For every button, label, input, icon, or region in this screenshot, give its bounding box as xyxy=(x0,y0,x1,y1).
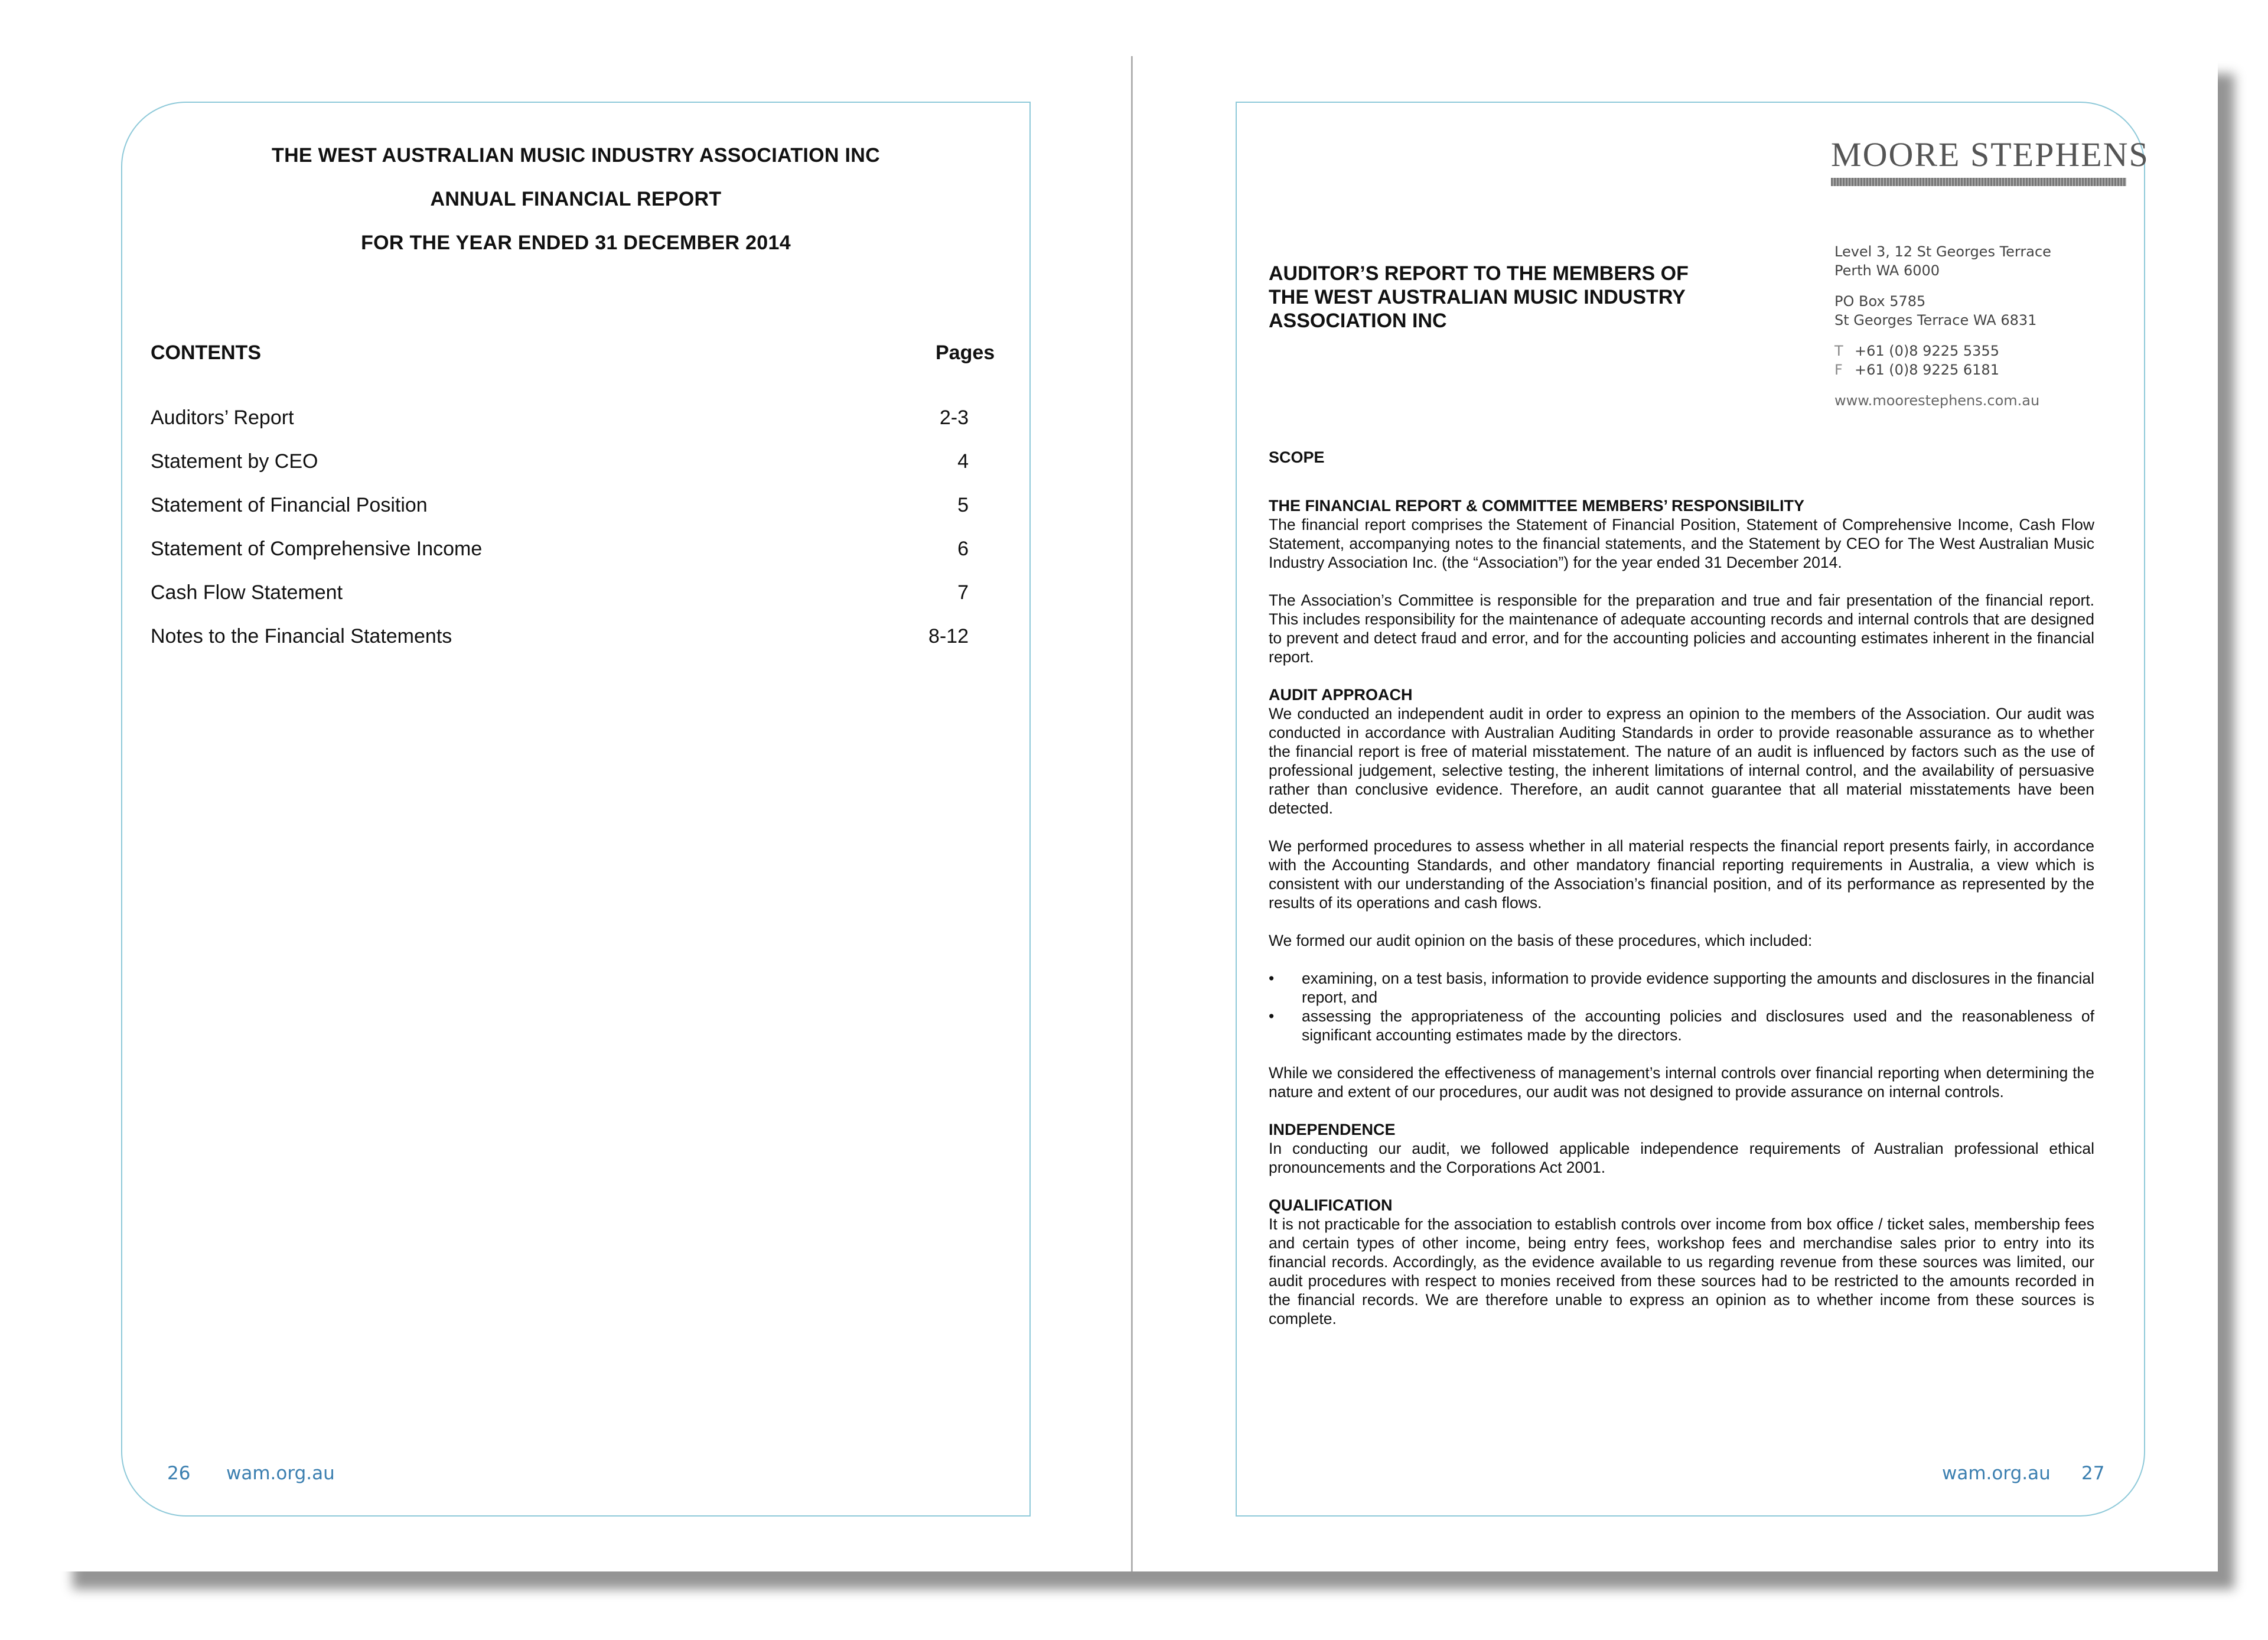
report-org-title: THE WEST AUSTRALIAN MUSIC INDUSTRY ASSOCIATION INC xyxy=(272,144,880,167)
toc-item-page: 2-3 xyxy=(939,406,969,429)
audit-paragraph: We formed our audit opinion on the basis of these procedures, which included: xyxy=(1269,932,1813,949)
report-period-title: FOR THE YEAR ENDED 31 DECEMBER 2014 xyxy=(361,232,791,254)
toc-item-label: Auditors’ Report xyxy=(151,406,294,429)
left-page-frame xyxy=(121,102,1031,1517)
contents-heading: CONTENTS xyxy=(151,341,261,364)
toc-item[interactable] xyxy=(151,494,969,538)
report-type-title: ANNUAL FINANCIAL REPORT xyxy=(430,188,722,210)
fax-line xyxy=(1834,360,2051,379)
auditor-report-body xyxy=(1269,448,2094,1328)
list-item: • examining, on a test basis, information to provide evidence supporting the amounts and disclosures in the financial report, and xyxy=(1269,969,2094,1007)
right-footer-site-link[interactable]: wam.org.au xyxy=(1942,1463,2051,1484)
address-line: Level 3, 12 St Georges Terrace xyxy=(1834,243,2051,260)
firm-website-link[interactable]: www.moorestephens.com.au xyxy=(1834,392,2040,409)
responsibility-paragraph: The financial report comprises the Statement of Financial Position, Statement of Comprehensive Income, Cash Flow Statement, accompanying notes to the financial statements, and the Statement by CEO for The West Australian Music Industry Association Inc. (the “Association”) for the year ended 31 December 2014. xyxy=(1269,516,2094,571)
telephone-line xyxy=(1834,341,2051,360)
audit-paragraph: While we considered the effectiveness of management’s internal controls over financial reporting when determining the nature and extent of our procedures, our audit was not designed to provide assurance on internal controls. xyxy=(1269,1064,2094,1101)
toc-item-label: Statement of Comprehensive Income xyxy=(151,538,483,560)
telephone-number: +61 (0)8 9225 5355 xyxy=(1855,343,1999,359)
fax-label: F xyxy=(1834,362,1843,378)
toc-item[interactable] xyxy=(151,625,969,669)
right-page-number: 27 xyxy=(2081,1463,2105,1484)
toc-item[interactable] xyxy=(151,538,969,581)
toc-item-label: Statement of Financial Position xyxy=(151,494,428,516)
responsibility-paragraph: The Association’s Committee is responsible for the preparation and true and fair presentation of the financial report. This includes responsibility for the maintenance of adequate accounting records and internal controls that are designed to prevent and detect fraud and error, and for the accounting policies and accounting estimates inherent in the financial report. xyxy=(1269,591,2094,666)
toc-item-page: 8-12 xyxy=(928,625,969,647)
page-gutter xyxy=(1131,56,1133,1571)
toc-item-label: Statement by CEO xyxy=(151,450,318,473)
title-line: AUDITOR’S REPORT TO THE MEMBERS OF xyxy=(1269,262,1689,285)
qualification-paragraph: It is not practicable for the association to establish controls over income from box office / ticket sales, membership fees and certain types of other income, being entry fees, workshop fees and merchandise sales prior to entry into its financial records. Accordingly, as the evidence available to us regarding revenue from these sources was limited, our audit procedures with respect to monies received from these sources had to be restricted to the amounts recorded in the financial records. We are therefore unable to express an opinion as to whether income from these sources is complete. xyxy=(1269,1215,2094,1327)
procedures-list xyxy=(1269,969,2094,1044)
title-line: ASSOCIATION INC xyxy=(1269,310,1447,332)
toc-item-page: 4 xyxy=(957,450,969,473)
toc-item[interactable] xyxy=(151,406,969,450)
firm-address-block xyxy=(1834,242,2051,410)
toc-item-page: 7 xyxy=(957,581,969,604)
auditor-report-title xyxy=(1269,262,1741,333)
list-item: • assessing the appropriateness of the accounting policies and disclosures used and the reasonableness of significant accounting estimates made by the directors. xyxy=(1269,1007,2094,1044)
title-line: THE WEST AUSTRALIAN MUSIC INDUSTRY xyxy=(1269,286,1686,308)
toc-item-page: 6 xyxy=(957,538,969,560)
address-line: Perth WA 6000 xyxy=(1834,262,1940,279)
toc-item[interactable] xyxy=(151,581,969,625)
scope-heading: SCOPE xyxy=(1269,448,1325,466)
toc-item-label: Notes to the Financial Statements xyxy=(151,625,452,647)
firm-logo-text: MOORE STEPHENS xyxy=(1831,135,2149,174)
po-box-line: St Georges Terrace WA 6831 xyxy=(1834,312,2037,328)
pages-heading: Pages xyxy=(936,341,995,364)
audit-paragraph: We conducted an independent audit in order to express an opinion to the members of the Association. Our audit was conducted in accordance with Australian Auditing Standards in order to provide reasonable assurance as to whether the financial report is free of material misstatement. The nature of an audit is influenced by factors such as the use of professional judgement, selective testing, the inherent limitations of internal control, and the availability of persuasive rather than conclusive evidence. Therefore, an audit cannot guarantee that all material misstatements have been detected. xyxy=(1269,705,2094,817)
fax-number: +61 (0)8 9225 6181 xyxy=(1855,362,1999,378)
toc-item[interactable] xyxy=(151,450,969,494)
toc-item-label: Cash Flow Statement xyxy=(151,581,343,604)
responsibility-heading: THE FINANCIAL REPORT & COMMITTEE MEMBERS’ RESPONSIBILITY xyxy=(1269,497,1805,515)
audit-approach-heading: AUDIT APPROACH xyxy=(1269,686,1413,704)
table-of-contents xyxy=(151,406,969,669)
po-box-line: PO Box 5785 xyxy=(1834,293,1926,310)
toc-item-page: 5 xyxy=(957,494,969,516)
logo-underline-bar xyxy=(1831,178,2126,186)
audit-paragraph: We performed procedures to assess whether in all material respects the financial report presents fairly, in accordance with the Accounting Standards, and other mandatory financial reporting requirements in Australia, a view which is consistent with our understanding of the Association’s financial position, and of its performance as represented by the results of its operations and cash flows. xyxy=(1269,837,2094,912)
left-page-number: 26 xyxy=(167,1463,191,1484)
telephone-label: T xyxy=(1834,343,1843,359)
independence-paragraph: In conducting our audit, we followed applicable independence requirements of Australian professional ethical pronouncements and the Corporations Act 2001. xyxy=(1269,1140,2094,1176)
left-footer-site-link[interactable]: wam.org.au xyxy=(226,1463,335,1484)
independence-heading: INDEPENDENCE xyxy=(1269,1121,1396,1138)
firm-logo xyxy=(1831,135,2149,186)
qualification-heading: QUALIFICATION xyxy=(1269,1196,1393,1214)
